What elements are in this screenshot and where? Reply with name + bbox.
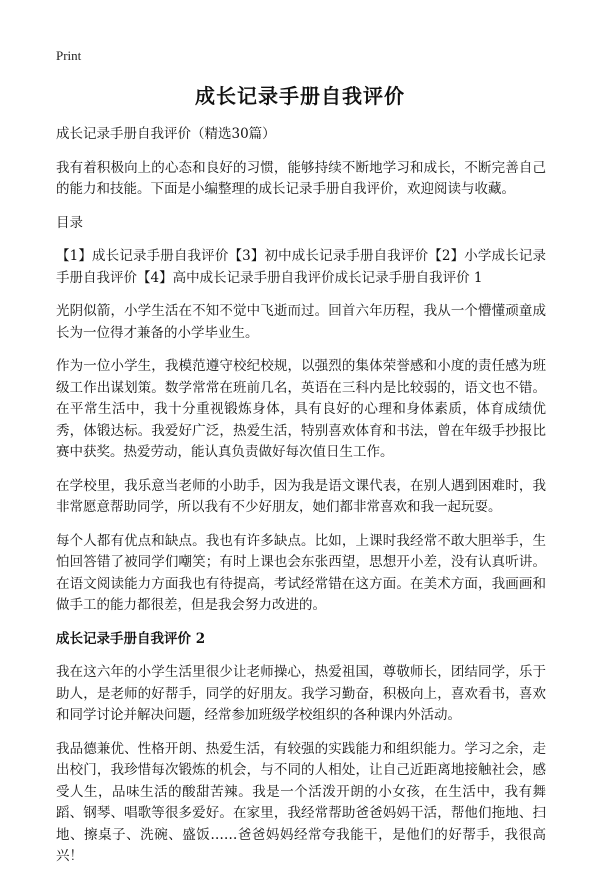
body-paragraph: 我品德兼优、性格开朗、热爱生活，有较强的实践能力和组织能力。学习之余，走出校门，我珍惜每次锻炼的机会，与不同的人相处，让自己近距离地接触社会，感受人生，品味生活的酸甜苦辣。我是一个活泼开朗的小女孩，在生活中，我有舞蹈、钢琴、唱歌等很多爱好。在家里，我经常帮助爸爸妈妈干活，帮他们拖地、扫地、擦桌子、洗碗、盛饭……爸爸妈妈经常夸我能干，是他们的好帮手，我很高兴！ [56,740,546,864]
body-paragraph: 每个人都有优点和缺点。我也有许多缺点。比如，上课时我经常不敢大胆举手，生怕回答错了被同学们嘲笑；有时上课也会东张西望，思想开小差，没有认真听讲。在语文阅读能力方面我也有待提高，考试经常错在这方面。在美术方面，我画画和做手工的能力都很差，但是我会努力改进的。 [56,532,546,613]
body-paragraph: 我在这六年的小学生活里很少让老师操心，热爱祖国，尊敬师长，团结同学，乐于助人，是老师的好帮手，同学的好朋友。我学习勤奋，积极向上，喜欢看书，喜欢和同学讨论并解决问题，经常参加班级学校组织的各种课内外活动。 [56,664,546,723]
toc-links[interactable]: 【1】成长记录手册自我评价【3】初中成长记录手册自我评价【2】小学成长记录手册自我评价【4】高中成长记录手册自我评价成长记录手册自我评价 1 [56,248,546,286]
intro-paragraph: 我有着积极向上的心态和良好的习惯，能够持续不断地学习和成长，不断完善自己的能力和技能。下面是小编整理的成长记录手册自我评价，欢迎阅读与收藏。 [56,159,546,197]
document-body [56,124,546,880]
body-paragraph: 在学校里，我乐意当老师的小助手，因为我是语文课代表，在别人遇到困难时，我非常愿意帮助同学，所以我有不少好朋友，她们都非常喜欢和我一起玩耍。 [56,477,546,515]
body-paragraph: 光阴似箭，小学生活在不知不觉中飞逝而过。回首六年历程，我从一个懵懂顽童成长为一位得才兼备的小学毕业生。 [56,303,546,341]
page-title: 成长记录手册自我评价 [195,84,405,108]
toc-label: 目录 [56,214,83,231]
subtitle: 成长记录手册自我评价（精选30篇） [56,126,276,142]
body-paragraph: 作为一位小学生，我模范遵守校纪校规，以强烈的集体荣誉感和小度的责任感为班级工作出谋划策。数学常常在班前几名，英语在三科内是比较弱的，语文也不错。在平常生活中，我十分重视锻炼身体，具有良好的心理和身体素质，体育成绩优秀，体锻达标。我爱好广泛，热爱生活，特别喜欢体育和书法，曾在年级手抄报比赛中获奖。热爱劳动，能认真负责做好每次值日生工作。 [56,358,546,460]
print-label[interactable]: Print [56,48,82,63]
section-heading: 成长记录手册自我评价 2 [56,630,206,647]
